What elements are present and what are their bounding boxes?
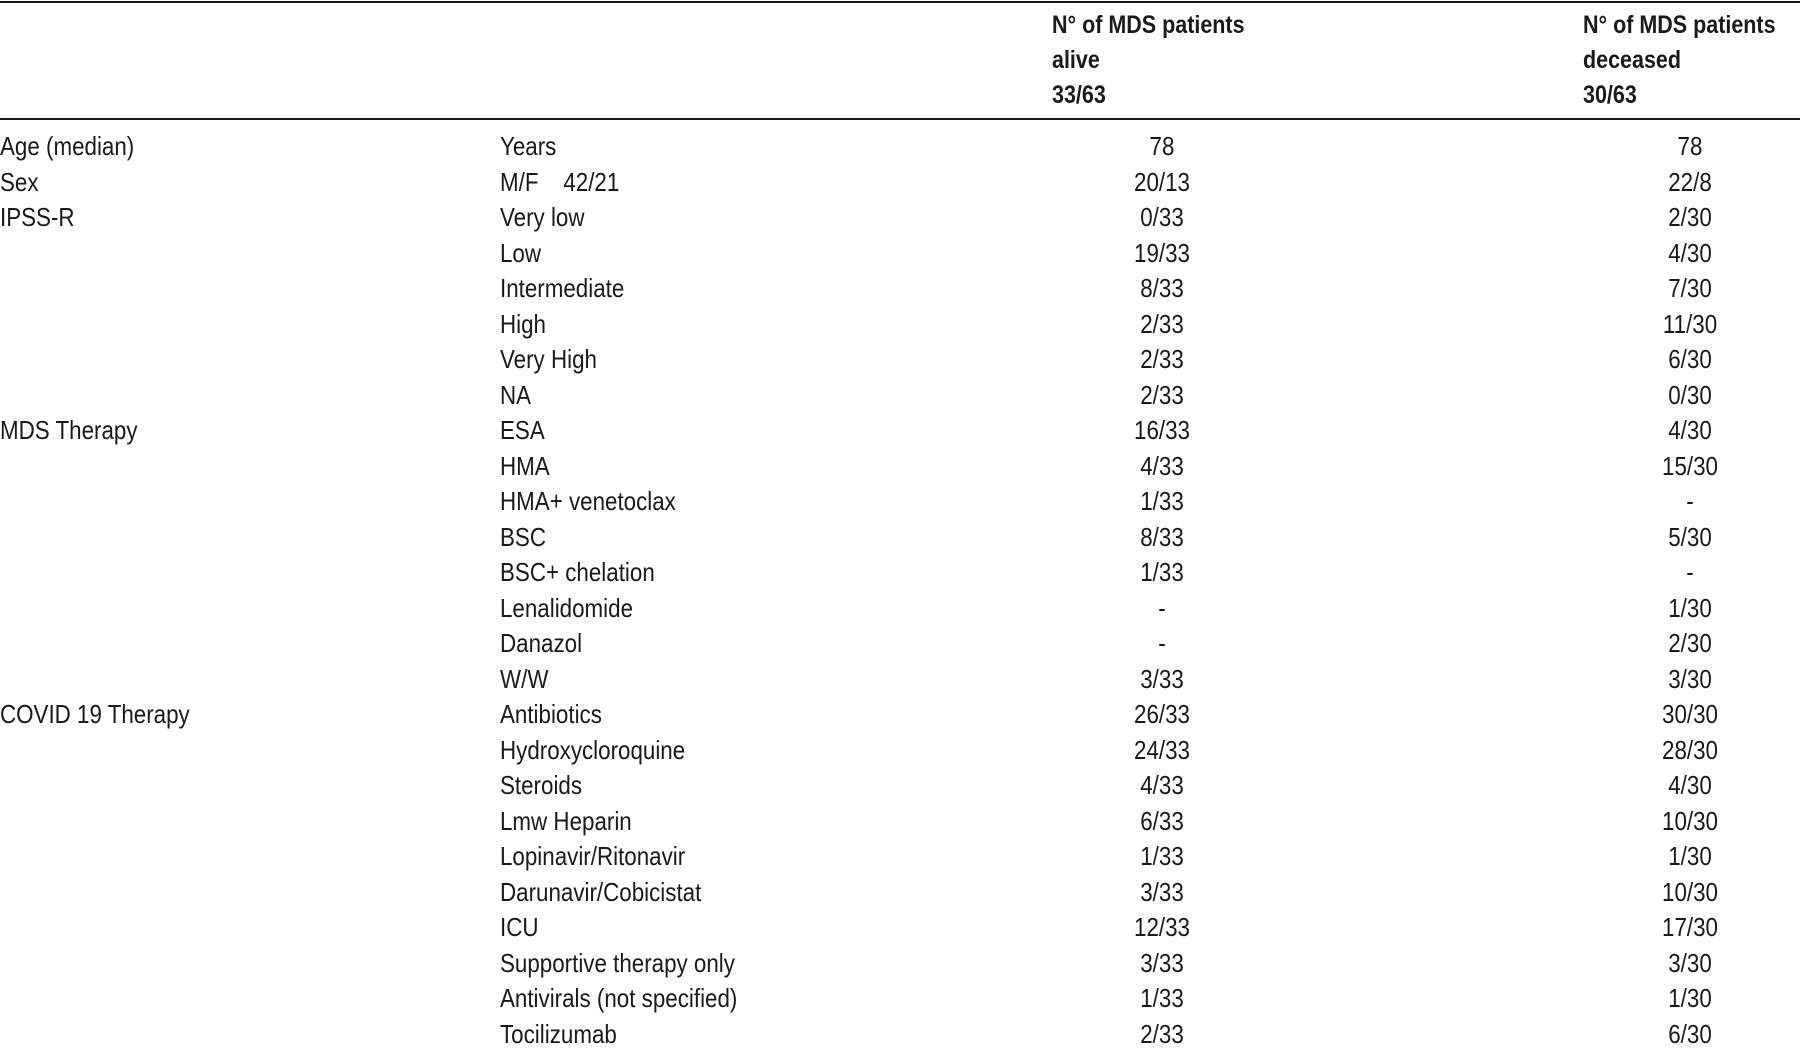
row-alive-cell: 8/33 <box>1076 271 1248 307</box>
row-subcategory-cell: BSC+ chelation <box>500 555 655 591</box>
row-deceased-cell: 30/30 <box>1604 697 1776 733</box>
row-alive-cell: 2/33 <box>1076 342 1248 378</box>
row-alive-cell: 1/33 <box>1076 839 1248 875</box>
table-row <box>0 378 1800 414</box>
table-row <box>0 768 1800 804</box>
row-alive-cell: 78 <box>1076 129 1248 165</box>
row-subcategory-cell: Low <box>500 236 541 272</box>
row-subcategory-cell: Very low <box>500 200 585 236</box>
row-subcategory-cell: Antivirals (not specified) <box>500 981 737 1017</box>
row-category-cell: MDS Therapy <box>0 413 138 449</box>
row-deceased-cell: 0/30 <box>1604 378 1776 414</box>
row-alive-cell: 26/33 <box>1076 697 1248 733</box>
header-deceased-line-3: 30/63 <box>1583 78 1776 113</box>
row-alive-cell: 12/33 <box>1076 910 1248 946</box>
row-deceased-cell: 22/8 <box>1604 165 1776 201</box>
row-alive-cell: 3/33 <box>1076 946 1248 982</box>
row-subcategory-cell: Very High <box>500 342 597 378</box>
row-deceased-cell: 5/30 <box>1604 520 1776 556</box>
row-category-cell: COVID 19 Therapy <box>0 697 190 733</box>
row-deceased-cell: 10/30 <box>1604 804 1776 840</box>
table-body <box>0 129 1800 1052</box>
table-row <box>0 946 1800 982</box>
row-alive-cell: 1/33 <box>1076 981 1248 1017</box>
row-subcategory-cell: Danazol <box>500 626 582 662</box>
table-row <box>0 981 1800 1017</box>
row-deceased-cell: 10/30 <box>1604 875 1776 911</box>
table-row <box>0 839 1800 875</box>
row-subcategory-cell: Antibiotics <box>500 697 602 733</box>
column-header-alive <box>1052 8 1245 113</box>
row-alive-cell: 6/33 <box>1076 804 1248 840</box>
row-deceased-cell: - <box>1604 484 1776 520</box>
row-deceased-cell: 4/30 <box>1604 768 1776 804</box>
row-category-cell: IPSS-R <box>0 200 75 236</box>
row-subcategory-cell: Hydroxycloroquine <box>500 733 685 769</box>
header-alive-line-1: N° of MDS patients <box>1052 8 1245 43</box>
table-row <box>0 555 1800 591</box>
row-subcategory-cell: W/W <box>500 662 548 698</box>
table-row <box>0 307 1800 343</box>
row-deceased-cell: 1/30 <box>1604 981 1776 1017</box>
table-row <box>0 449 1800 485</box>
row-alive-cell: - <box>1076 591 1248 627</box>
row-deceased-cell: 28/30 <box>1604 733 1776 769</box>
row-subcategory-cell: Lmw Heparin <box>500 804 632 840</box>
row-subcategory-cell: Intermediate <box>500 271 624 307</box>
row-alive-cell: 1/33 <box>1076 484 1248 520</box>
row-alive-cell: 0/33 <box>1076 200 1248 236</box>
row-deceased-cell: 15/30 <box>1604 449 1776 485</box>
table-row <box>0 697 1800 733</box>
table-row <box>0 626 1800 662</box>
table-row <box>0 910 1800 946</box>
header-alive-line-3: 33/63 <box>1052 78 1245 113</box>
row-deceased-cell: 6/30 <box>1604 1017 1776 1052</box>
row-deceased-cell: 3/30 <box>1604 946 1776 982</box>
row-subcategory-cell: BSC <box>500 520 546 556</box>
row-deceased-cell: 11/30 <box>1604 307 1776 343</box>
row-deceased-cell: 7/30 <box>1604 271 1776 307</box>
table-row <box>0 733 1800 769</box>
row-subcategory-cell: Years <box>500 129 556 165</box>
row-subcategory-cell: Tocilizumab <box>500 1017 617 1052</box>
row-alive-cell: - <box>1076 626 1248 662</box>
row-alive-cell: 24/33 <box>1076 733 1248 769</box>
row-deceased-cell: 4/30 <box>1604 236 1776 272</box>
row-alive-cell: 20/13 <box>1076 165 1248 201</box>
row-subcategory-cell: High <box>500 307 546 343</box>
header-deceased-line-1: N° of MDS patients <box>1583 8 1776 43</box>
row-subcategory-cell: ICU <box>500 910 539 946</box>
table-row <box>0 804 1800 840</box>
row-subcategory-cell: Steroids <box>500 768 582 804</box>
row-alive-cell: 1/33 <box>1076 555 1248 591</box>
row-alive-cell: 3/33 <box>1076 662 1248 698</box>
row-category-cell: Sex <box>0 165 39 201</box>
row-subcategory-cell: Lenalidomide <box>500 591 633 627</box>
row-deceased-cell: 4/30 <box>1604 413 1776 449</box>
row-alive-cell: 16/33 <box>1076 413 1248 449</box>
row-deceased-cell: 1/30 <box>1604 839 1776 875</box>
row-deceased-cell: 2/30 <box>1604 200 1776 236</box>
row-subcategory-cell: HMA+ venetoclax <box>500 484 676 520</box>
table-row <box>0 484 1800 520</box>
row-subcategory-cell: NA <box>500 378 531 414</box>
row-alive-cell: 8/33 <box>1076 520 1248 556</box>
row-deceased-cell: 2/30 <box>1604 626 1776 662</box>
header-alive-line-2: alive <box>1052 43 1245 78</box>
table-row <box>0 271 1800 307</box>
row-deceased-cell: 17/30 <box>1604 910 1776 946</box>
row-alive-cell: 2/33 <box>1076 1017 1248 1052</box>
table-row <box>0 236 1800 272</box>
table-row <box>0 200 1800 236</box>
row-subcategory-cell: HMA <box>500 449 550 485</box>
table-row <box>0 520 1800 556</box>
row-deceased-cell: - <box>1604 555 1776 591</box>
row-subcategory-cell: ESA <box>500 413 545 449</box>
table-row <box>0 129 1800 165</box>
row-deceased-cell: 6/30 <box>1604 342 1776 378</box>
row-deceased-cell: 78 <box>1604 129 1776 165</box>
row-alive-cell: 4/33 <box>1076 449 1248 485</box>
column-header-deceased <box>1583 8 1776 113</box>
table-row <box>0 591 1800 627</box>
row-subcategory-cell: M/F 42/21 <box>500 165 619 201</box>
table-top-rule <box>0 1 1800 3</box>
row-alive-cell: 2/33 <box>1076 307 1248 343</box>
table-row <box>0 413 1800 449</box>
row-category-cell: Age (median) <box>0 129 134 165</box>
table-row <box>0 662 1800 698</box>
row-deceased-cell: 1/30 <box>1604 591 1776 627</box>
table-row <box>0 875 1800 911</box>
table-row <box>0 165 1800 201</box>
table-row <box>0 342 1800 378</box>
row-deceased-cell: 3/30 <box>1604 662 1776 698</box>
table-row <box>0 1017 1800 1052</box>
row-subcategory-cell: Lopinavir/Ritonavir <box>500 839 685 875</box>
header-deceased-line-2: deceased <box>1583 43 1776 78</box>
row-subcategory-cell: Supportive therapy only <box>500 946 735 982</box>
header-bottom-rule <box>0 118 1800 120</box>
row-alive-cell: 19/33 <box>1076 236 1248 272</box>
row-alive-cell: 2/33 <box>1076 378 1248 414</box>
row-subcategory-cell: Darunavir/Cobicistat <box>500 875 701 911</box>
row-alive-cell: 4/33 <box>1076 768 1248 804</box>
row-alive-cell: 3/33 <box>1076 875 1248 911</box>
